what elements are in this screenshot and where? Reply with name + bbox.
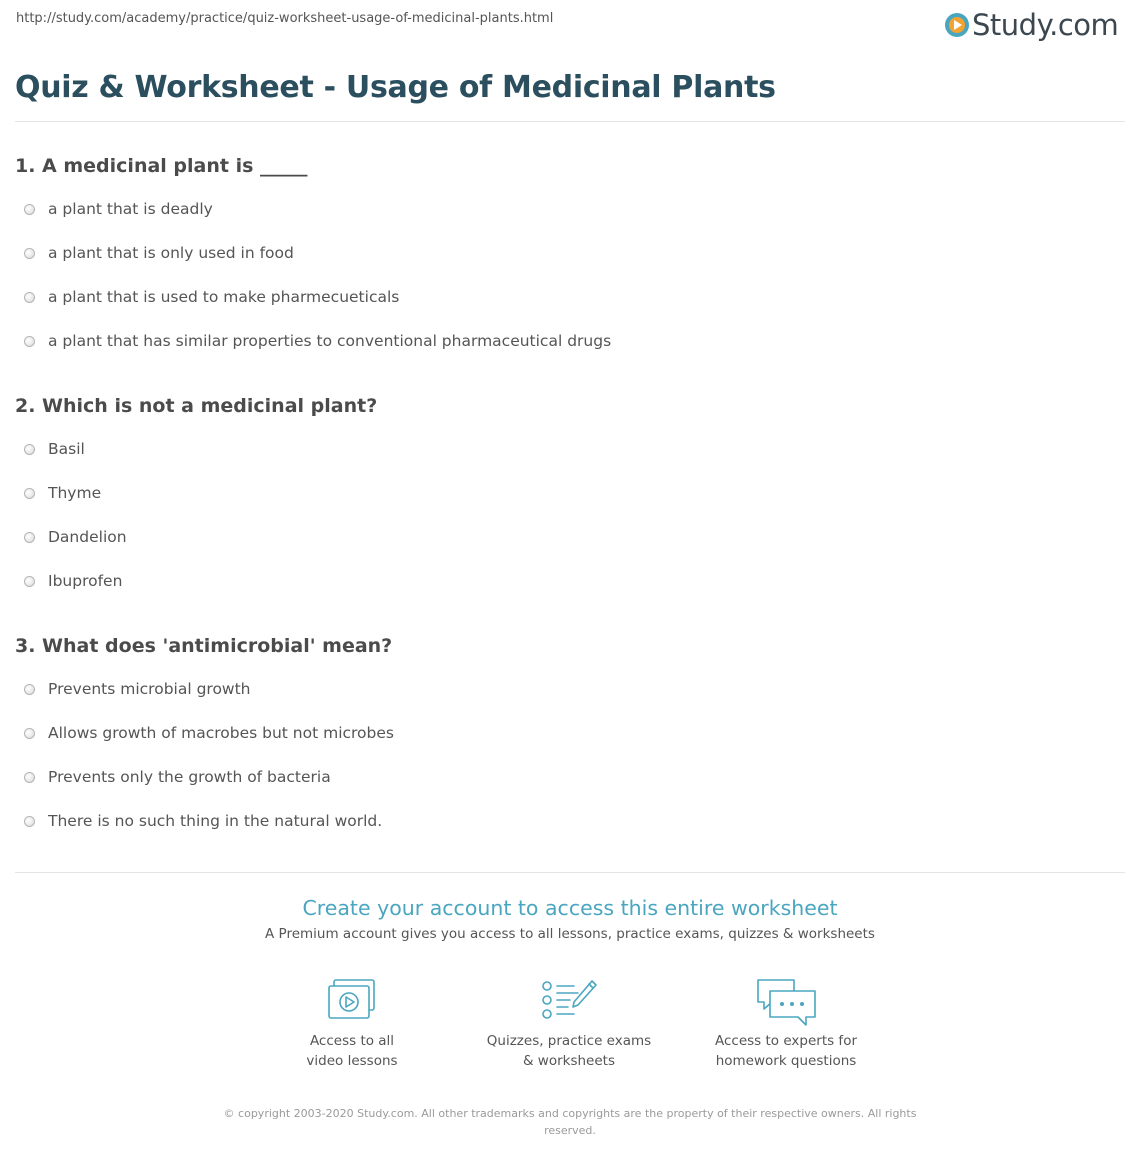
radio-button[interactable] [24,576,35,587]
feature-line-1: Access to all [309,1033,395,1049]
question-1-option-2[interactable] [24,244,294,262]
feature-line-1: Access to experts for [714,1033,857,1049]
question-2-option-3[interactable] [24,528,127,546]
logo-text [972,9,1118,41]
study-logo[interactable] [945,9,1118,41]
question-1-option-1[interactable] [24,200,213,218]
radio-button[interactable] [24,488,35,499]
feature-line-2: & worksheets [522,1053,615,1069]
option-label: a plant that has similar properties to conventional pharmaceutical drugs [48,332,612,350]
feature-quizzes [469,977,669,1071]
title-divider [15,121,1125,122]
play-logo-icon [945,13,969,37]
radio-button[interactable] [24,336,35,347]
question-2-option-1[interactable] [24,440,85,458]
feature-label [469,1031,669,1071]
option-label: Basil [48,440,85,458]
question-1-option-3[interactable] [24,288,399,306]
question-3: 3. What does 'antimicrobial' mean? [15,635,393,657]
copyright-footer: © copyright 2003-2020 Study.com. All other trademarks and copyrights are the property of their respective owners. All rights reserved. [223,1107,917,1137]
cta-divider [15,872,1125,873]
radio-button[interactable] [24,684,35,695]
feature-line-1: Quizzes, practice exams [486,1033,652,1049]
question-3-option-4[interactable] [24,812,382,830]
option-label: Dandelion [48,528,127,546]
page-url: http://study.com/academy/practice/quiz-worksheet-usage-of-medicinal-plants.html [16,11,554,26]
radio-button[interactable] [24,816,35,827]
question-3-option-1[interactable] [24,680,251,698]
logo-suffix: .com [1049,8,1119,42]
quiz-checklist-icon [540,977,598,1023]
radio-button[interactable] [24,204,35,215]
feature-label [686,1031,886,1071]
option-label: a plant that is deadly [48,200,213,218]
question-2: 2. Which is not a medicinal plant? [15,395,378,417]
page-title: Quiz & Worksheet - Usage of Medicinal Plants [15,70,776,105]
option-label: Prevents only the growth of bacteria [48,768,331,786]
radio-button[interactable] [24,444,35,455]
option-label: Thyme [48,484,102,502]
option-label: a plant that is used to make pharmecueticals [48,288,400,306]
radio-button[interactable] [24,292,35,303]
radio-button[interactable] [24,248,35,259]
video-lessons-icon [326,977,378,1023]
cta-subtitle: A Premium account gives you access to all lessons, practice exams, quizzes & worksheets [265,926,875,942]
question-2-option-4[interactable] [24,572,122,590]
feature-label [252,1031,452,1071]
feature-line-2: video lessons [306,1053,398,1069]
option-label: Ibuprofen [48,572,123,590]
create-account-link[interactable]: Create your account to access this entire worksheet [302,896,838,920]
chat-bubbles-icon [754,977,818,1029]
feature-line-2: homework questions [715,1053,857,1069]
question-1: 1. A medicinal plant is _____ [15,155,308,177]
feature-experts [686,977,886,1071]
radio-button[interactable] [24,772,35,783]
question-1-option-4[interactable] [24,332,611,350]
question-3-option-3[interactable] [24,768,331,786]
question-2-option-2[interactable] [24,484,101,502]
option-label: There is no such thing in the natural world. [48,812,383,830]
feature-video-lessons [252,977,452,1071]
radio-button[interactable] [24,728,35,739]
logo-word: Study [972,8,1050,42]
radio-button[interactable] [24,532,35,543]
option-label: Prevents microbial growth [48,680,251,698]
option-label: Allows growth of macrobes but not microbes [48,724,394,742]
option-label: a plant that is only used in food [48,244,294,262]
question-3-option-2[interactable] [24,724,394,742]
